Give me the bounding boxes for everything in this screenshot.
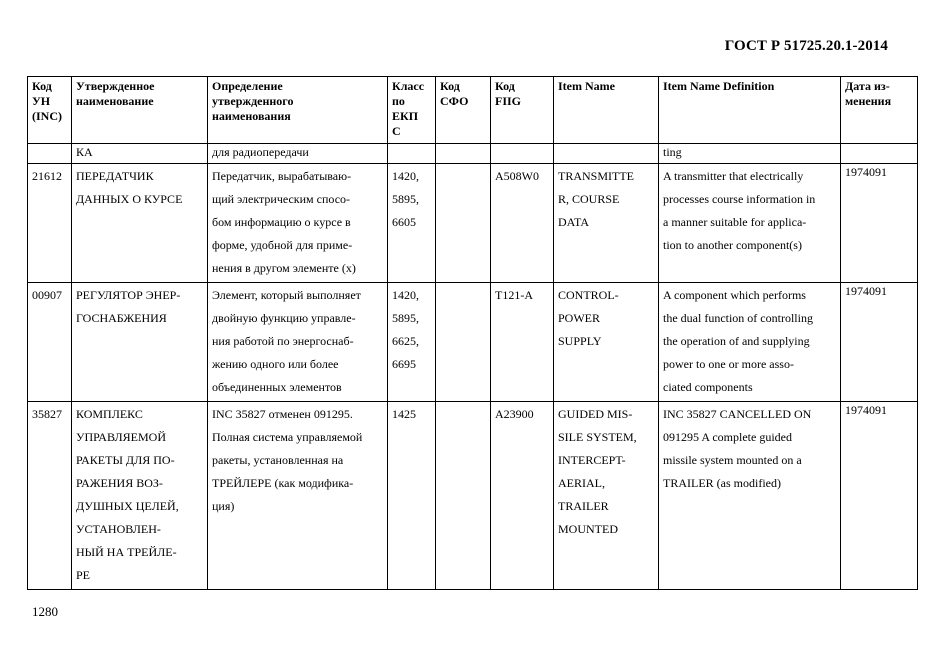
cell-line: ракеты, установленная на xyxy=(212,453,344,467)
cell-fiig xyxy=(491,144,554,164)
cell-line: TRANSMITTE xyxy=(558,169,634,183)
header-line: Item Name xyxy=(558,79,615,93)
column-header xyxy=(436,77,491,144)
cell-item-name xyxy=(554,283,659,402)
column-header xyxy=(659,77,841,144)
cell-line: TRAILER xyxy=(558,499,609,513)
cell-line: 1425 xyxy=(392,407,416,421)
header-line: наименования xyxy=(212,109,291,123)
cell-definition xyxy=(208,402,388,590)
cell-item-name xyxy=(554,144,659,164)
cell-line: missile system mounted on a xyxy=(663,453,802,467)
cell-class xyxy=(388,164,436,283)
cell-line: R, COURSE xyxy=(558,192,620,206)
nomenclature-table xyxy=(27,76,918,590)
cell-line: processes course information in xyxy=(663,192,816,206)
cell-line: УСТАНОВЛЕН- xyxy=(76,522,161,536)
cell-sfo xyxy=(436,164,491,283)
cell-line: нения в другом элементе (х) xyxy=(212,261,356,275)
cell-fiig xyxy=(491,283,554,402)
cell-line: AERIAL, xyxy=(558,476,605,490)
cell-line: 5895, xyxy=(392,311,419,325)
column-header xyxy=(841,77,918,144)
cell-line: POWER xyxy=(558,311,600,325)
cell-change-date xyxy=(841,144,918,164)
cell-line: A component which performs xyxy=(663,288,806,302)
cell-line: НЫЙ НА ТРЕЙЛЕ- xyxy=(76,545,177,559)
document-title: ГОСТ Р 51725.20.1-2014 xyxy=(724,38,888,54)
cell-change-date xyxy=(841,283,918,402)
cell-line: CONTROL- xyxy=(558,288,619,302)
header-line: наименование xyxy=(76,94,154,108)
cell-line: РАЖЕНИЯ ВОЗ- xyxy=(76,476,163,490)
cell-line: бом информацию о курсе в xyxy=(212,215,351,229)
table-header-row xyxy=(28,77,918,144)
cell-sfo xyxy=(436,144,491,164)
table-row xyxy=(28,164,918,283)
cell-line: GUIDED MIS- xyxy=(558,407,633,421)
cell-fiig-text: T121-A xyxy=(495,288,533,302)
column-header xyxy=(554,77,659,144)
cell-line: щий электрическим спосо- xyxy=(212,192,351,206)
header-line: Дата из- xyxy=(845,79,890,93)
column-header xyxy=(72,77,208,144)
cell-inc xyxy=(28,144,72,164)
header-line: ЕКП xyxy=(392,109,419,123)
column-header xyxy=(388,77,436,144)
cell-line: INTERCEPT- xyxy=(558,453,626,467)
cell-line: КОМПЛЕКС xyxy=(76,407,143,421)
cell-inc-text: 21612 xyxy=(32,169,62,183)
cell-line: 6695 xyxy=(392,357,416,371)
cell-line: ciated components xyxy=(663,380,753,394)
cell-fiig-text: A23900 xyxy=(495,407,534,421)
continuation-row xyxy=(28,144,918,164)
cell-item-name xyxy=(554,164,659,283)
cell-line: SUPPLY xyxy=(558,334,602,348)
cell-name xyxy=(72,402,208,590)
cell-line: ТРЕЙЛЕРЕ (как модифика- xyxy=(212,476,354,490)
cell-item-name-definition xyxy=(659,164,841,283)
header-line: FIIG xyxy=(495,94,522,108)
header-line: менения xyxy=(845,94,892,108)
cell-class xyxy=(388,144,436,164)
cell-line: Передатчик, вырабатываю- xyxy=(212,169,352,183)
cell-line: двойную функцию управле- xyxy=(212,311,356,325)
cell-inc xyxy=(28,283,72,402)
cell-item-name-definition: ting xyxy=(659,144,841,164)
cell-line: РЕ xyxy=(76,568,91,582)
header-line: С xyxy=(392,124,401,138)
header-line: Класс xyxy=(392,79,425,93)
page-number: 1280 xyxy=(32,604,58,619)
cell-line: Полная система управляемой xyxy=(212,430,363,444)
table-row xyxy=(28,402,918,590)
cell-inc xyxy=(28,402,72,590)
cell-line: A transmitter that electrically xyxy=(663,169,804,183)
cell-inc-text: 35827 xyxy=(32,407,62,421)
cell-line: РАКЕТЫ ДЛЯ ПО- xyxy=(76,453,175,467)
cell-fiig xyxy=(491,402,554,590)
column-header xyxy=(208,77,388,144)
cell-change-date xyxy=(841,164,918,283)
cell-sfo xyxy=(436,283,491,402)
header-line: Item Name Definition xyxy=(663,79,775,93)
cell-line: 5895, xyxy=(392,192,419,206)
cell-name xyxy=(72,283,208,402)
cell-name xyxy=(72,164,208,283)
header-line: Определение xyxy=(212,79,283,93)
header-line: Код xyxy=(440,79,460,93)
cell-line: the operation of and supplying xyxy=(663,334,810,348)
cell-line: жению одного или более xyxy=(212,357,339,371)
cell-change-date-text: 1974091 xyxy=(845,403,887,417)
cell-change-date-text: 1974091 xyxy=(845,284,887,298)
cell-line: РЕГУЛЯТОР ЭНЕР- xyxy=(76,288,181,302)
cell-line: форме, удобной для приме- xyxy=(212,238,353,252)
cell-line: Элемент, который выполняет xyxy=(212,288,361,302)
cell-line: a manner suitable for applica- xyxy=(663,215,807,229)
cell-line: ния работой по энергоснаб- xyxy=(212,334,354,348)
cell-fiig-text: A508W0 xyxy=(495,169,539,183)
cell-definition xyxy=(208,164,388,283)
cell-change-date xyxy=(841,402,918,590)
cell-name: КА xyxy=(72,144,208,164)
table-row xyxy=(28,283,918,402)
cell-definition: для радиопередачи xyxy=(208,144,388,164)
header-line: УН xyxy=(32,94,51,108)
header-line: Код xyxy=(32,79,52,93)
cell-item-name-definition xyxy=(659,283,841,402)
header-line: по xyxy=(392,94,405,108)
cell-fiig xyxy=(491,164,554,283)
cell-line: the dual function of controlling xyxy=(663,311,813,325)
cell-line: УПРАВЛЯЕМОЙ xyxy=(76,430,166,444)
cell-definition xyxy=(208,283,388,402)
cell-line: tion to another component(s) xyxy=(663,238,802,252)
header-line: Код xyxy=(495,79,515,93)
cell-line: power to one or more asso- xyxy=(663,357,794,371)
cell-class xyxy=(388,283,436,402)
cell-line: DATA xyxy=(558,215,590,229)
cell-line: 1420, xyxy=(392,288,419,302)
cell-line: ДАННЫХ О КУРСЕ xyxy=(76,192,183,206)
column-header xyxy=(491,77,554,144)
cell-class xyxy=(388,402,436,590)
cell-line: SILE SYSTEM, xyxy=(558,430,637,444)
cell-sfo xyxy=(436,402,491,590)
cell-line: TRAILER (as modified) xyxy=(663,476,781,490)
cell-line: ДУШНЫХ ЦЕЛЕЙ, xyxy=(76,499,179,513)
cell-line: 6625, xyxy=(392,334,419,348)
cell-inc-text: 00907 xyxy=(32,288,62,302)
header-line: Утвержденное xyxy=(76,79,155,93)
cell-line: ГОСНАБЖЕНИЯ xyxy=(76,311,167,325)
cell-line: 091295 A complete guided xyxy=(663,430,792,444)
cell-line: ПЕРЕДАТЧИК xyxy=(76,169,154,183)
cell-line: INC 35827 CANCELLED ON xyxy=(663,407,812,421)
cell-line: объединенных элементов xyxy=(212,380,342,394)
cell-line: 1420, xyxy=(392,169,419,183)
cell-item-name xyxy=(554,402,659,590)
cell-line: 6605 xyxy=(392,215,416,229)
cell-inc xyxy=(28,164,72,283)
column-header xyxy=(28,77,72,144)
header-line: утвержденного xyxy=(212,94,294,108)
cell-line: MOUNTED xyxy=(558,522,618,536)
cell-change-date-text: 1974091 xyxy=(845,165,887,179)
cell-item-name-definition xyxy=(659,402,841,590)
header-line: (INC) xyxy=(32,109,62,123)
cell-line: ция) xyxy=(212,499,235,513)
cell-line: INC 35827 отменен 091295. xyxy=(212,407,353,421)
header-line: СФО xyxy=(440,94,469,108)
